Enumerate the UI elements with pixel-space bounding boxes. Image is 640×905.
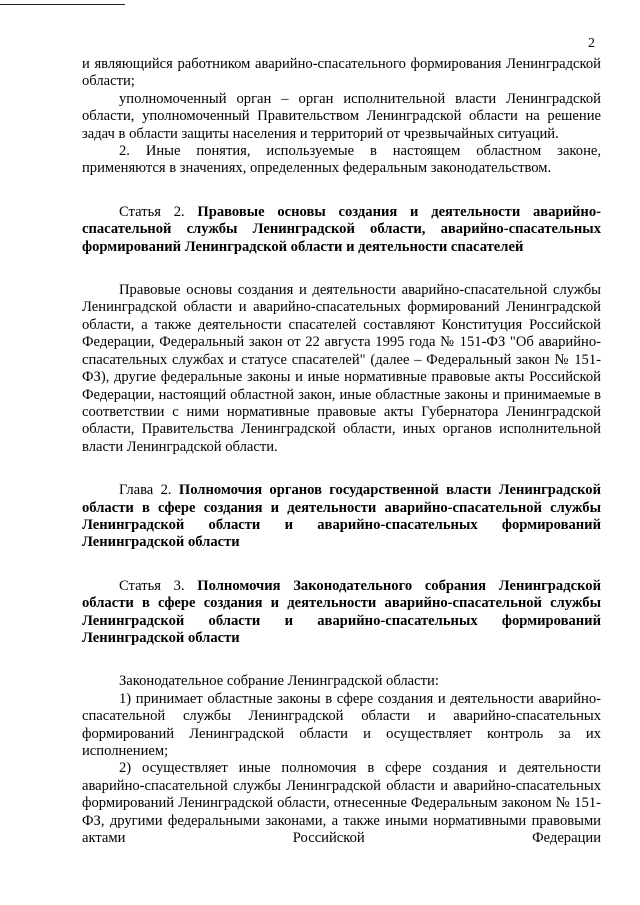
article-3-heading	[82, 578, 601, 648]
paragraph-definition: уполномоченный орган – орган исполнительной власти Ленинградской области, уполномоченный Правительством Ленинградской области на решение задач в области защиты населения и территорий от чрезвычайных ситуаций.	[82, 90, 601, 142]
paragraph-other-terms: 2. Иные понятия, используемые в настоящем областном законе, применяются в значениях, определенных федеральным законодательством.	[82, 143, 601, 177]
chapter-2-title: Полномочия органов государственной власти Ленинградской области в сфере создания и деятельности аварийно-спасательной службы Ленинградской области и аварийно-спасательных формирований Ленинградской области	[82, 482, 601, 551]
paragraph-continuation: и являющийся работником аварийно-спасательного формирования Ленинградской области;	[82, 56, 601, 90]
document-body	[82, 56, 601, 847]
article-2-title: Правовые основы создания и деятельности аварийно-спасательной службы Ленинградской области, аварийно-спасательных формирований Ленинградской области и деятельности спасателей	[82, 203, 601, 255]
chapter-2-heading	[82, 482, 601, 552]
article-3-title: Полномочия Законодательного собрания Ленинградской области в сфере создания и деятельности аварийно-спасательной службы Ленинградской области и аварийно-спасательных формирований Ленинградской области	[82, 577, 601, 646]
article-3-item-1: 1) принимает областные законы в сфере создания и деятельности аварийно-спасательной службы Ленинградской области и аварийно-спасательных формирований Ленинградской области и осуществляет контроль за их исполнением;	[82, 690, 601, 759]
article-2-prefix: Статья 2.	[119, 203, 198, 220]
article-2-body: Правовые основы создания и деятельности аварийно-спасательной службы Ленинградской области и аварийно-спасательных формирований Ленинградской области, а также деятельности спасателей составляют Конституция Российской Федерации, Федеральный закон от 22 августа 1995 года № 151-ФЗ "Об аварийно-спасательных службах и статусе спасателей" (далее – Федеральный закон № 151-ФЗ), другие федеральные законы и иные нормативные правовые акты Российской Федерации, настоящий областной закон, иные областные законы и принимаемые в соответствии с ними нормативные правовые акты Губернатора Ленинградской области, Правительства Ленинградской области, иных органов исполнительной власти Ленинградской области.	[82, 282, 601, 455]
page-number: 2	[588, 36, 595, 51]
article-3-prefix: Статья 3.	[119, 577, 198, 594]
article-3-intro: Законодательное собрание Ленинградской области:	[119, 673, 439, 690]
chapter-2-prefix: Глава 2.	[119, 482, 179, 499]
scan-artifact-line	[0, 4, 125, 5]
article-3-item-2: 2) осуществляет иные полномочия в сфере создания и деятельности аварийно-спасательной службы Ленинградской области и аварийно-спасательных формирований Ленинградской области, отнесенные Федеральным законом № 151-ФЗ, другими федеральными законами, а также иными нормативными правовыми актами Российской Федерации	[82, 760, 601, 847]
article-2-heading	[82, 204, 601, 256]
